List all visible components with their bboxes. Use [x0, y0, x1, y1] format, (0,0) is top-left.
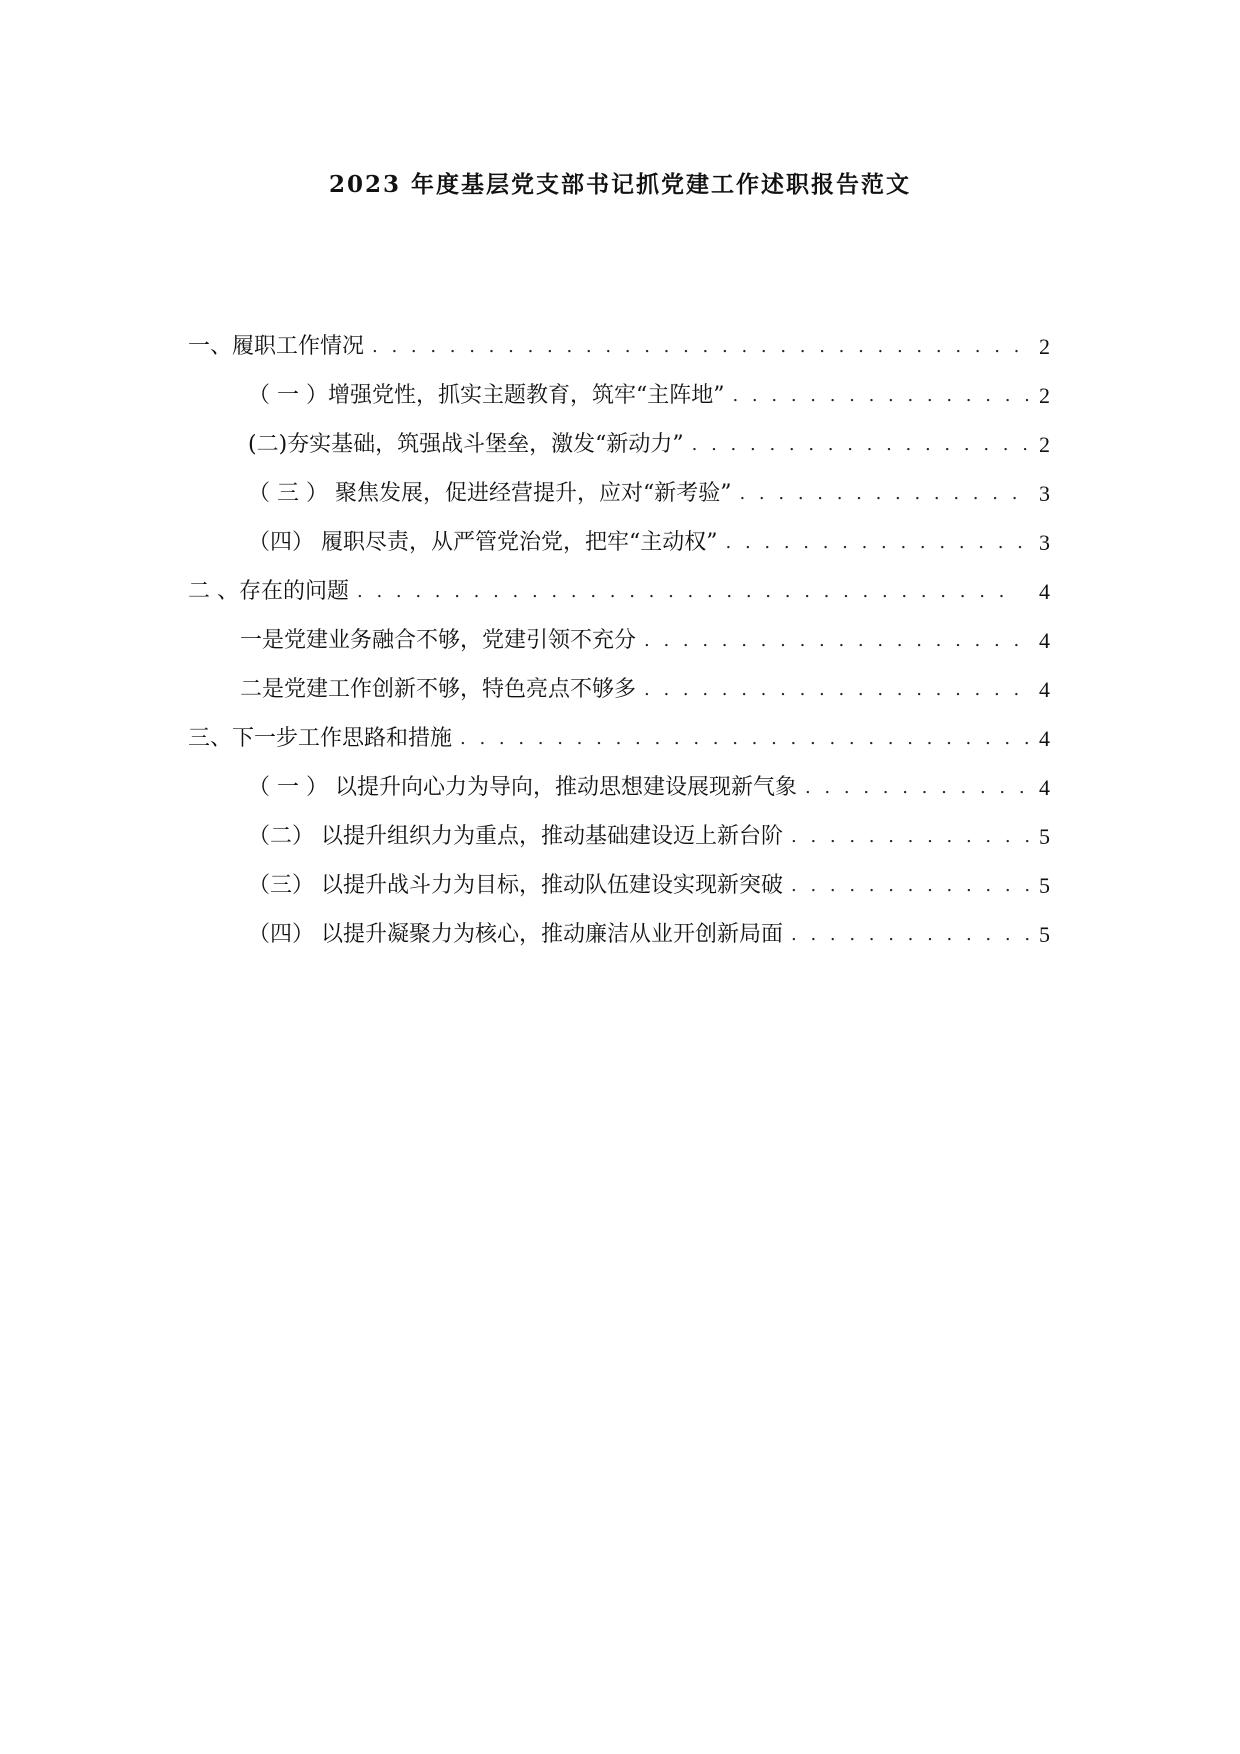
toc-entry-text: （二） 以提升组织力为重点，推动基础建设迈上新台阶 — [248, 823, 783, 849]
toc-entry-text: （ 一 ）增强党性，抓实主题教育，筑牢“主阵地” — [248, 382, 725, 408]
toc-page-number: 5 — [1039, 872, 1050, 898]
toc-leader-dots — [739, 479, 1030, 509]
toc-entry-text: 一是党建业务融合不够，党建引领不充分 — [240, 627, 637, 653]
toc-page-number: 3 — [1039, 480, 1050, 506]
toc-page-number: 2 — [1039, 382, 1050, 408]
toc-entry-text: 一、履职工作情况 — [188, 333, 365, 359]
toc-entry-3-4[interactable] — [188, 910, 1050, 959]
toc-entry-text: 二是党建工作创新不够，特色亮点不够多 — [240, 676, 637, 702]
toc-entry-text: (二)夯实基础，筑强战斗堡垒，激发“新动力” — [248, 431, 684, 457]
toc-entry-text: （三） 以提升战斗力为目标，推动队伍建设实现新突破 — [248, 872, 783, 898]
toc-page-number: 4 — [1039, 676, 1050, 702]
toc-leader-dots — [732, 381, 1030, 411]
toc-entry-3-1[interactable] — [188, 763, 1050, 812]
toc-entry-1-1[interactable] — [188, 371, 1050, 420]
toc-page-number: 4 — [1039, 725, 1050, 751]
toc-page-number: 5 — [1039, 921, 1050, 947]
toc-page-number: 5 — [1039, 823, 1050, 849]
toc-page-number: 4 — [1039, 627, 1050, 653]
table-of-contents — [188, 322, 1050, 959]
toc-leader-dots — [791, 822, 1030, 852]
toc-entry-1-2[interactable] — [188, 420, 1050, 469]
toc-leader-dots — [357, 577, 1008, 607]
toc-entry-1-3[interactable] — [188, 469, 1050, 518]
toc-leader-dots — [726, 528, 1031, 558]
toc-page-number: 2 — [1039, 333, 1050, 359]
toc-entry-2-2[interactable] — [188, 665, 1050, 714]
document-title: 2023 年度基层党支部书记抓党建工作述职报告范文 — [328, 171, 912, 198]
toc-entry-2[interactable] — [188, 567, 1050, 616]
toc-leader-dots — [805, 773, 1030, 803]
toc-page-number: 4 — [1039, 578, 1050, 604]
toc-leader-dots — [372, 332, 1030, 362]
toc-entry-3-2[interactable] — [188, 812, 1050, 861]
toc-entry-text: 三、下一步工作思路和措施 — [188, 725, 453, 751]
toc-entry-3[interactable] — [188, 714, 1050, 763]
toc-entry-1[interactable] — [188, 322, 1050, 371]
toc-leader-dots — [644, 626, 1030, 656]
toc-entry-text: （ 一 ） 以提升向心力为导向，推动思想建设展现新气象 — [248, 774, 797, 800]
toc-entry-1-4[interactable] — [188, 518, 1050, 567]
toc-page-number: 3 — [1039, 529, 1050, 555]
toc-leader-dots — [644, 675, 1030, 705]
toc-entry-text: 二 、存在的问题 — [188, 578, 349, 604]
toc-page-number: 2 — [1039, 431, 1050, 457]
toc-entry-text: （四） 以提升凝聚力为核心，推动廉洁从业开创新局面 — [248, 921, 783, 947]
toc-entry-text: （四） 履职尽责，从严管党治党，把牢“主动权” — [248, 529, 718, 555]
toc-leader-dots — [692, 430, 1030, 460]
toc-entry-2-1[interactable] — [188, 616, 1050, 665]
toc-leader-dots — [460, 724, 1030, 754]
toc-leader-dots — [791, 920, 1030, 950]
toc-entry-3-3[interactable] — [188, 861, 1050, 910]
toc-entry-text: （ 三 ） 聚焦发展，促进经营提升，应对“新考验” — [248, 480, 732, 506]
toc-leader-dots — [791, 871, 1030, 901]
toc-page-number: 4 — [1039, 774, 1050, 800]
